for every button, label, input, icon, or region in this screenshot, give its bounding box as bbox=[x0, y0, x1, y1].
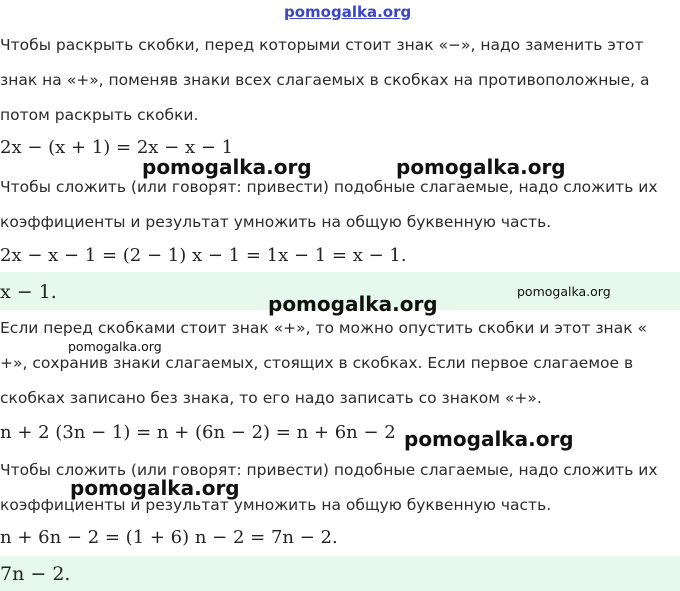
combine-formula: n + 6n − 2 = (1 + 6) n − 2 = 7n − 2. bbox=[0, 527, 338, 548]
watermark: pomogalka.org bbox=[142, 155, 312, 179]
combine-rule-line: Чтобы сложить (или говорят: привести) подобные слагаемые, надо сложить их bbox=[0, 461, 658, 479]
rule-line: Чтобы раскрыть скобки, перед которыми стоит знак «−», надо заменить этот bbox=[0, 36, 644, 54]
combine-rule-line: коэффициенты и результат умножить на общую буквенную часть. bbox=[0, 496, 552, 514]
combine-formula: 2x − x − 1 = (2 − 1) x − 1 = 1x − 1 = x − 1. bbox=[0, 245, 407, 266]
rule-line: потом раскрыть скобки. bbox=[0, 106, 199, 124]
rule-line: скобках записано без знака, то его надо записать со знаком «+». bbox=[0, 389, 542, 407]
rule-line: +», сохранив знаки слагаемых, стоящих в скобках. Если первое слагаемое в bbox=[0, 354, 634, 372]
answer: 7n − 2. bbox=[0, 563, 71, 585]
expansion-formula: 2x − (x + 1) = 2x − x − 1 bbox=[0, 137, 234, 158]
combine-rule-line: Чтобы сложить (или говорят: привести) подобные слагаемые, надо сложить их bbox=[0, 178, 658, 196]
watermark-top: pomogalka.org bbox=[284, 3, 412, 21]
watermark: pomogalka.org bbox=[268, 292, 438, 316]
rule-line: Если перед скобками стоит знак «+», то можно опустить скобки и этот знак « bbox=[0, 319, 647, 337]
watermark: pomogalka.org bbox=[517, 284, 611, 299]
watermark: pomogalka.org bbox=[396, 155, 566, 179]
watermark: pomogalka.org bbox=[404, 427, 574, 451]
answer-bar bbox=[0, 556, 680, 591]
rule-line: знак на «+», поменяв знаки всех слагаемых в скобках на противоположные, а bbox=[0, 71, 650, 89]
watermark: pomogalka.org bbox=[68, 339, 162, 354]
watermark: pomogalka.org bbox=[70, 476, 240, 500]
combine-rule-line: коэффициенты и результат умножить на общую буквенную часть. bbox=[0, 213, 552, 231]
expansion-formula: n + 2 (3n − 1) = n + (6n − 2) = n + 6n − 2 bbox=[0, 422, 396, 443]
answer: x − 1. bbox=[0, 281, 57, 303]
